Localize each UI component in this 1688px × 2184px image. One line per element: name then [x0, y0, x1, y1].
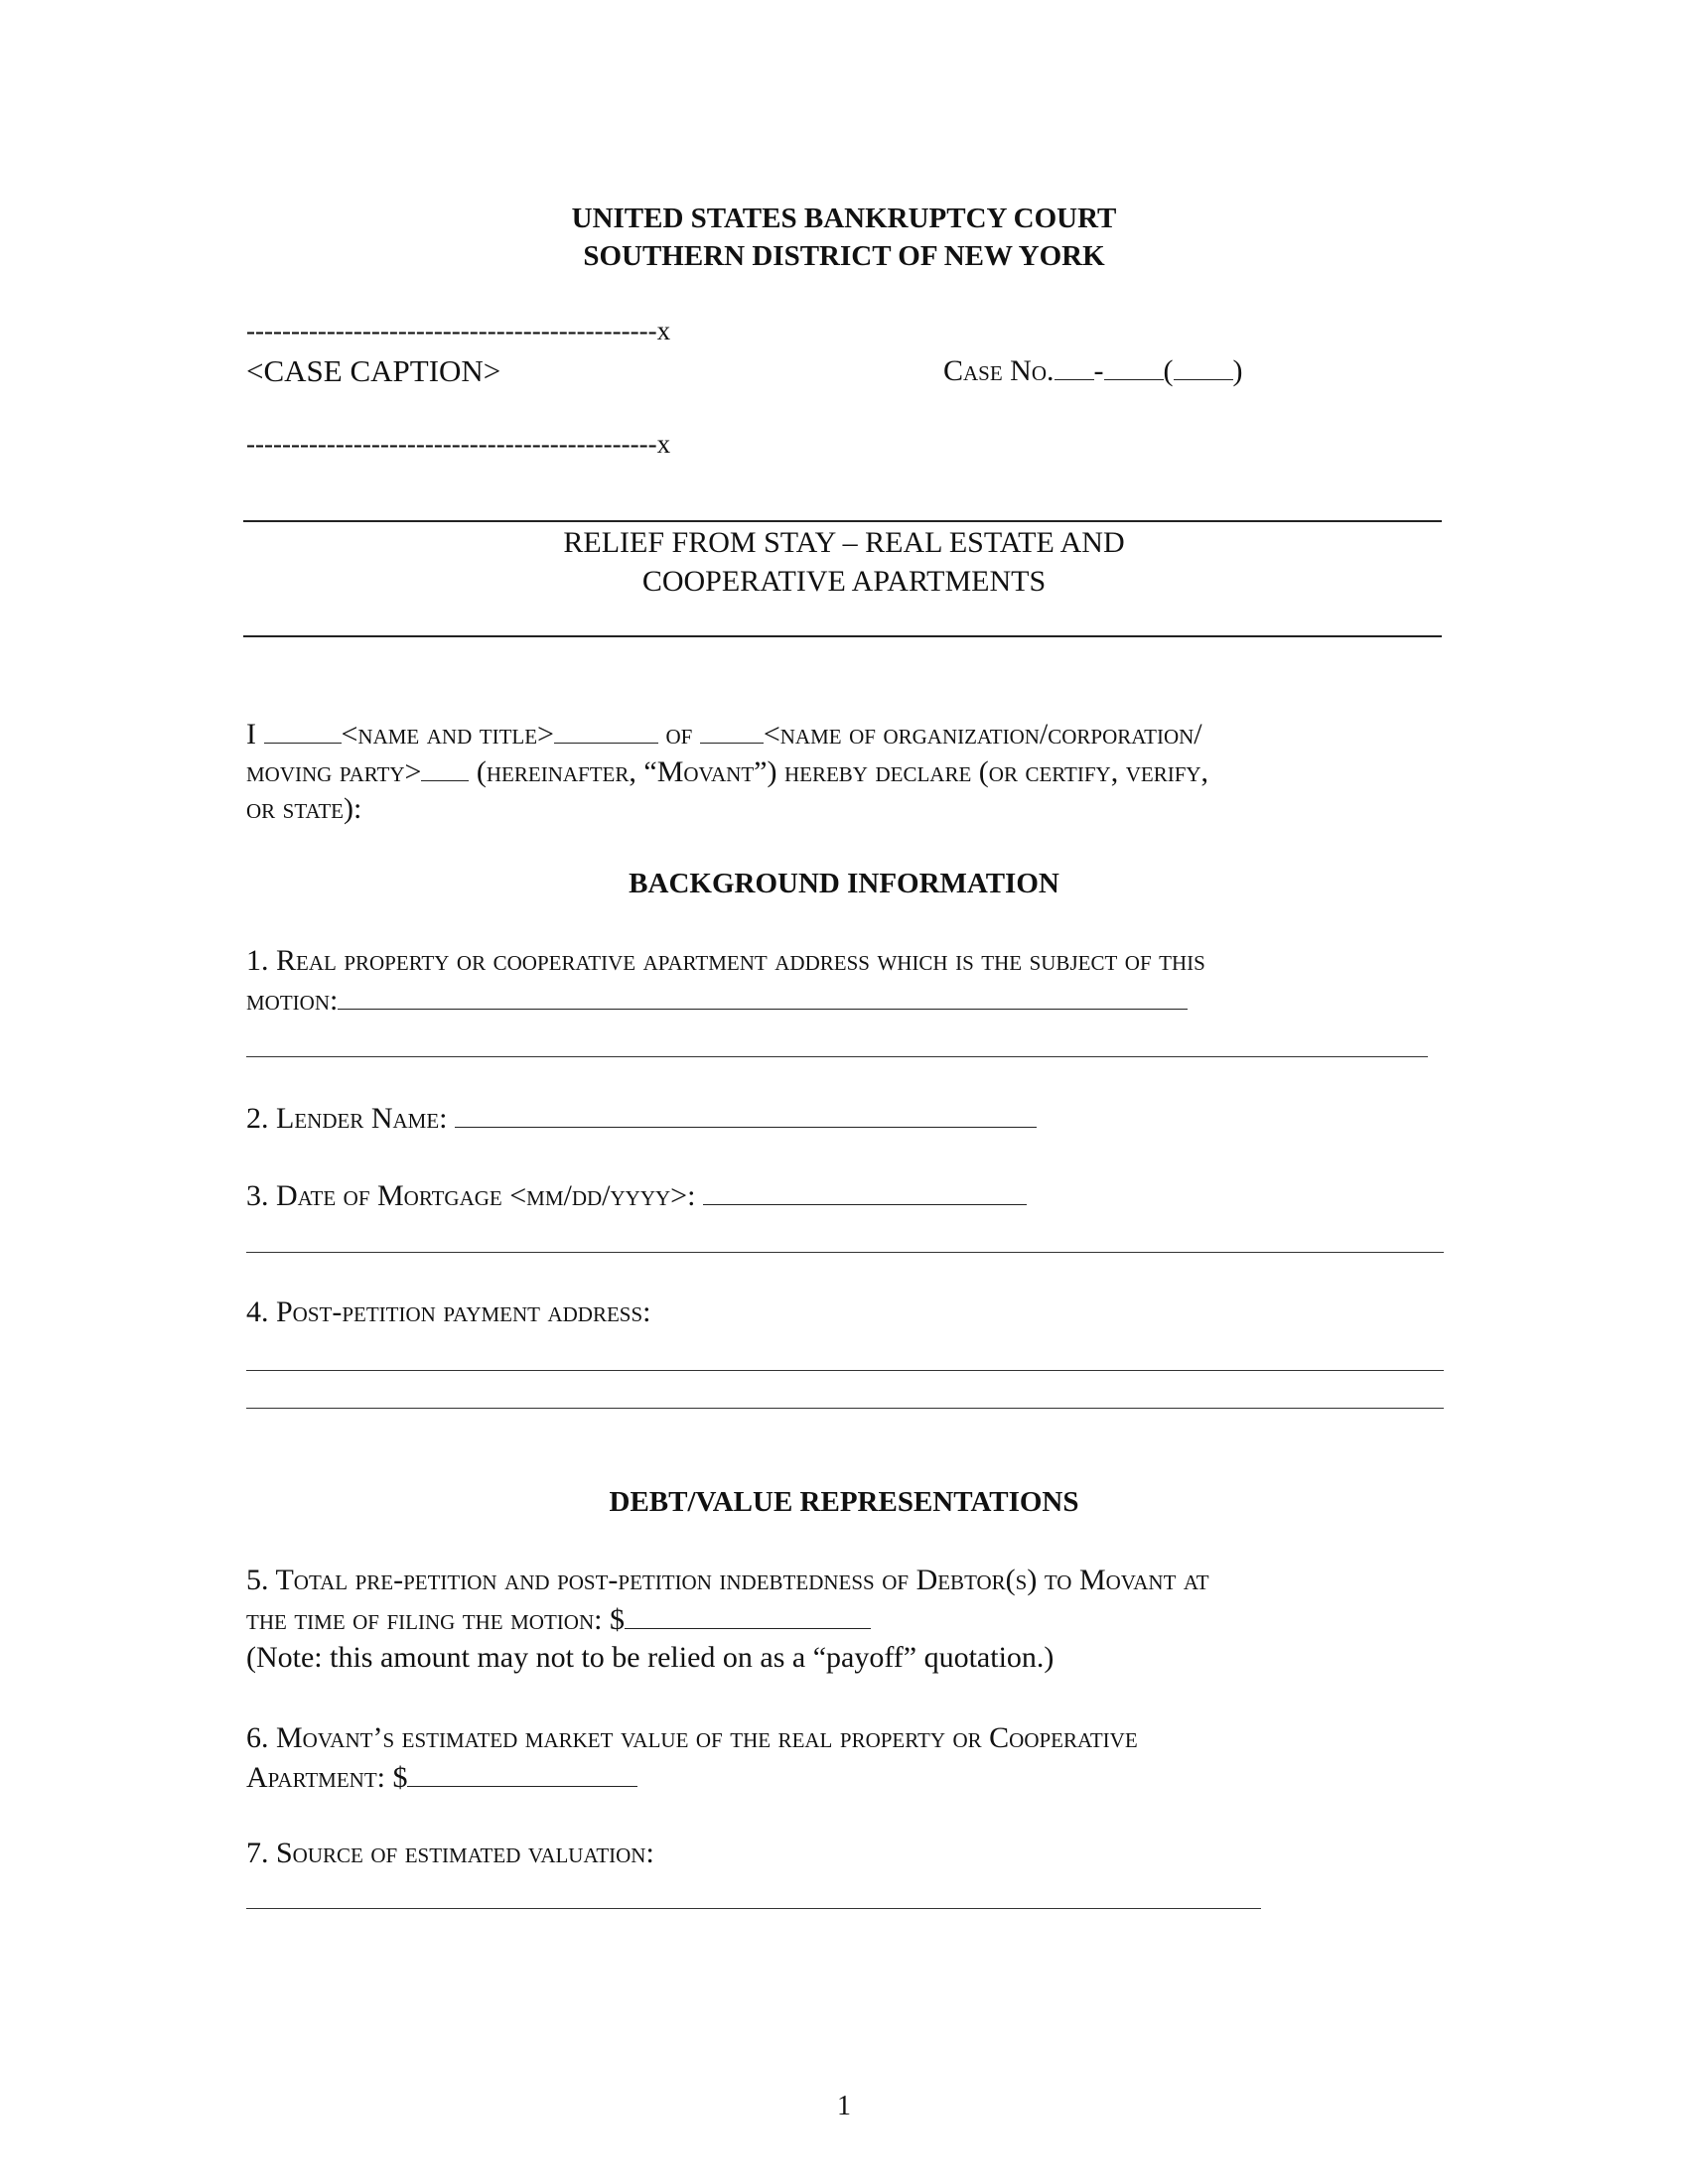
- name-blank-pre[interactable]: [264, 717, 342, 744]
- item5-label: the time of filing the motion:: [246, 1603, 603, 1636]
- case-no-label: Case No.: [943, 354, 1055, 387]
- item1-line2: [246, 983, 1188, 1018]
- document-title-line1: RELIEF FROM STAY – REAL ESTATE AND: [563, 526, 1125, 559]
- case-no-judge-blank[interactable]: [1174, 353, 1233, 380]
- case-number: [943, 353, 1243, 388]
- item3-label: 3. Date of Mortgage <mm/dd/yyyy>:: [246, 1179, 696, 1212]
- document-title-line2: COOPERATIVE APARTMENTS: [641, 565, 1047, 598]
- org-blank-pre[interactable]: [700, 717, 764, 744]
- org-placeholder-2: moving party>: [246, 755, 422, 788]
- court-name: UNITED STATES BANKRUPTCY COURT: [571, 203, 1117, 234]
- declaration-line2: [246, 754, 1208, 789]
- case-no-year-blank[interactable]: [1055, 353, 1094, 380]
- page-number: 1: [837, 2091, 851, 2121]
- caption-dash-bottom: ----------------------------------------------x: [246, 429, 671, 459]
- case-no-open: (: [1163, 354, 1174, 387]
- org-blank-post[interactable]: [421, 754, 469, 781]
- caption-dash-top: ----------------------------------------------x: [246, 316, 671, 345]
- case-caption: <CASE CAPTION>: [246, 353, 501, 388]
- item1-motion-label: motion:: [246, 984, 339, 1017]
- name-title-placeholder: <name and title>: [341, 718, 554, 751]
- lender-name-field[interactable]: [455, 1101, 1037, 1128]
- item4-label: 4. Post-petition payment address:: [246, 1296, 651, 1328]
- case-no-close: ): [1232, 354, 1243, 387]
- debt-value-heading: DEBT/VALUE REPRESENTATIONS: [609, 1486, 1079, 1518]
- item6-line1: 6. Movant’s estimated market value of the real property or Cooperative: [246, 1721, 1138, 1754]
- item6-dollar: $: [392, 1761, 408, 1794]
- title-rule-bottom: [243, 635, 1442, 637]
- declaration-line1: [246, 717, 1202, 751]
- item7-label: 7. Source of estimated valuation:: [246, 1837, 654, 1869]
- declaration-i: I: [246, 718, 256, 751]
- background-heading: BACKGROUND INFORMATION: [629, 868, 1059, 899]
- item2: [246, 1101, 1037, 1136]
- declaration-line3: or state):: [246, 792, 362, 825]
- case-no-number-blank[interactable]: [1104, 353, 1164, 380]
- market-value-field[interactable]: [407, 1760, 637, 1787]
- payment-address-line1[interactable]: [246, 1370, 1444, 1371]
- hereinafter-text: (hereinafter, “Movant”) hereby declare (or certify, verify,: [476, 755, 1209, 788]
- declaration-of: of: [665, 718, 693, 751]
- valuation-source-line[interactable]: [246, 1908, 1261, 1909]
- org-placeholder-1: <name of organization/corporation/: [763, 718, 1202, 751]
- item5-dollar: $: [609, 1603, 625, 1636]
- item6-label: Apartment:: [246, 1761, 385, 1794]
- item2-label: 2. Lender Name:: [246, 1102, 448, 1135]
- item6-line2: [246, 1760, 637, 1795]
- item1-address-field[interactable]: [338, 983, 1188, 1010]
- item1-address-line2[interactable]: [246, 1056, 1428, 1057]
- item3-extra-line[interactable]: [246, 1252, 1444, 1253]
- mortgage-date-field[interactable]: [703, 1178, 1027, 1205]
- payment-address-line2[interactable]: [246, 1408, 1444, 1409]
- item5-line2: [246, 1602, 871, 1637]
- case-no-sep: -: [1093, 354, 1104, 387]
- name-blank-post[interactable]: [554, 717, 658, 744]
- item1-line1: 1. Real property or cooperative apartment address which is the subject of this: [246, 944, 1205, 977]
- item5-line1: 5. Total pre-petition and post-petition indebtedness of Debtor(s) to Movant at: [246, 1564, 1209, 1596]
- title-rule-top: [243, 520, 1442, 522]
- indebtedness-field[interactable]: [625, 1602, 871, 1629]
- item3: [246, 1178, 1027, 1213]
- court-district: SOUTHERN DISTRICT OF NEW YORK: [583, 240, 1105, 272]
- item5-note: (Note: this amount may not to be relied on as a “payoff” quotation.): [246, 1641, 1055, 1674]
